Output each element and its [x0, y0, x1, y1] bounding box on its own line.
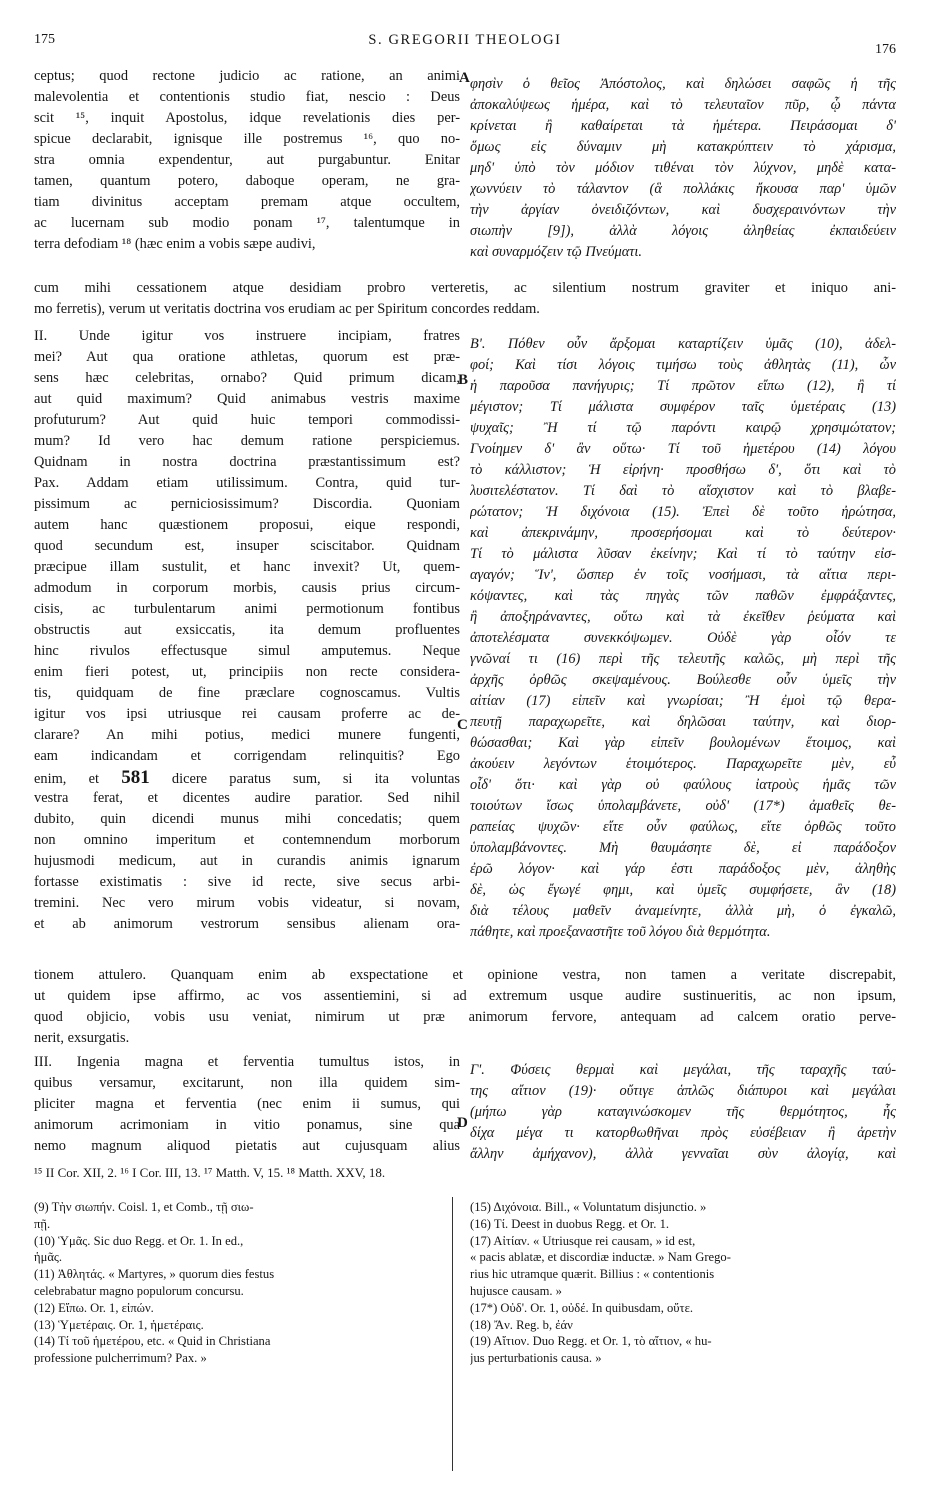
- greek-column-middle: [470, 334, 896, 943]
- margin-letter-b: B: [458, 372, 469, 388]
- running-title: S. GREGORII THEOLOGI: [368, 32, 562, 48]
- text-line: τὴν ἀργίαν ὀνειδιζόντων, καὶ δυσχεραινόντων τὴν: [470, 202, 896, 218]
- text-line: cum mihi cessationem atque desidiam probro verteretis, ac silentium nostrum graviter et iniquo ani-: [34, 280, 896, 296]
- full-width-paragraph-2: [34, 965, 896, 1049]
- text-line: non omnino imperitum et contemnendum morborum: [34, 832, 460, 848]
- text-line: terra defodiam ¹⁸ (hæc enim a vobis sæpe audivi,: [34, 236, 316, 252]
- scripture-references: ¹⁵ II Cor. XII, 2. ¹⁶ I Cor. III, 13. ¹⁷ Matth. V, 15. ¹⁸ Matth. XXV, 18.: [34, 1165, 386, 1180]
- text-line: igitur vos ipsi utriusque rei causam proferre ac de-: [34, 706, 460, 722]
- text-line: rius hic utramque quærit. Billius : « contentionis: [470, 1267, 715, 1282]
- text-line: (16) Τί. Deest in duobus Regg. et Or. 1.: [470, 1216, 670, 1231]
- text-line: spicue declarabit, ignisque ille postremus ¹⁶, quo no-: [34, 131, 460, 147]
- text-line: celebrabatur magno populorum concursu.: [34, 1283, 244, 1298]
- text-line: πάθητε, καὶ προεξαναστῆτε τοῦ λόγου διὰ θερμότητα.: [470, 924, 771, 940]
- text-line: hujusce causam. »: [470, 1283, 562, 1298]
- text-line: quod objicio, vobis usu veniat, nimirum ut præ animorum fervore, antequam ad calcem oratio perve-: [34, 1009, 896, 1025]
- text-line: animorum acrimoniam in vitio ponamus, sine qua: [34, 1117, 460, 1133]
- text-line: δίχα μέγα τι κατορθωθῆναι πρὸς εὐσέβειαν ἢ ἀρετὴν: [470, 1125, 896, 1141]
- text-line: obstructis aut exsiccatis, ita demum profluentes: [34, 622, 460, 638]
- text-line: Β'. Πόθεν οὖν ἄρξομαι καταρτίζειν ὑμᾶς (10), ἀδελ-: [470, 336, 896, 352]
- text-line: malevolentia et contentionis studio fiat, nescio : Deus: [34, 89, 460, 105]
- text-line: (10) Ὑμᾶς. Sic duo Regg. et Or. 1. In ed.,: [34, 1233, 244, 1248]
- text-line: ἡ παροῦσα πανήγυρις; Τί πρῶτον εἴπω (12), ἢ τί: [470, 378, 896, 394]
- page-number-left: 175: [34, 32, 55, 47]
- text-line: mum? Id vero hac demum ratione perspiciemus.: [34, 433, 460, 449]
- text-line: « pacis ablatæ, et discordiæ inductæ. » Nam Grego-: [470, 1250, 731, 1265]
- text-line: quibus versamur, excitarunt, non illa quidem sim-: [34, 1075, 460, 1091]
- text-line: tremini. Nec vero mirum vobis videatur, si novam,: [34, 895, 460, 911]
- text-line: et ab animorum vestrorum sensibus alienam ora-: [34, 916, 460, 932]
- text-line: tionem attulero. Quanquam enim ab exspectatione et opinione vestra, non tamen a veritate discrepabit,: [34, 967, 896, 983]
- text-line: (12) Εἴπω. Or. 1, εἰπών.: [34, 1300, 154, 1315]
- text-line: mei? Aut qua oratione athletas, quorum est præ-: [34, 349, 460, 365]
- text-line: dubito, quin dicendi munus mihi concedatis; quem: [34, 811, 460, 827]
- text-line: cisis, ac turbulentarum animi permotionum fontibus: [34, 601, 460, 617]
- latin-column-bottom: [34, 1052, 460, 1157]
- text-line: (13) Ὑμετέραις. Or. 1, ἡμετέραις.: [34, 1317, 204, 1332]
- latin-middle-lines: [34, 326, 460, 767]
- text-line: τὸ κάλλιστον; Ἡ εἰρήνη· προσθήσω δ', ὅτι καὶ τὸ: [470, 462, 896, 478]
- text-line: (11) Ἀθλητάς. « Martyres, » quorum dies festus: [34, 1267, 275, 1282]
- text-line: ἢ ἀποξηράναντες, οὕτω καὶ τὰ ἐκεῖθεν ῥεύματα καὶ: [470, 609, 896, 625]
- text-line: pliciter magna et ferventia (nec enim ii sumus, qui: [34, 1096, 460, 1112]
- text-line: (14) Τί τοῦ ἡμετέρου, etc. « Quid in Christiana: [34, 1334, 271, 1349]
- column-number: 581: [121, 767, 150, 788]
- margin-letter-a: A: [459, 70, 470, 86]
- greek-column-bottom: [470, 1060, 896, 1165]
- text-line: tamen, quantum potero, daboque operam, ne gra-: [34, 173, 460, 189]
- text-line: scit ¹⁵, inquit Apostolus, idque revelationis dies per-: [34, 110, 460, 126]
- text-line: ἄλλην ἀμήχανον), ἀλλὰ γενναῖαι σὺν ἀλογίᾳ, καὶ: [470, 1146, 896, 1162]
- text-line: φησὶν ὁ θεῖος Ἀπόστολος, καὶ δηλώσει σαφῶς ἡ τῆς: [470, 76, 896, 92]
- text-line: eam indicandam et corrigendam relinquitis? Ego: [34, 748, 460, 764]
- text-line: clarare? An mihi potius, medici munere fungenti,: [34, 727, 460, 743]
- text-line: πευτῇ παραχωρεῖτε, καὶ δηλῶσαι ταύτην, καὶ διορ-: [470, 714, 896, 730]
- page-number-right: 176: [875, 42, 896, 57]
- footnote-column-divider: [452, 1197, 453, 1471]
- text-line: Pax. Addam etiam utilissimum. Contra, quid tur-: [34, 475, 460, 491]
- text-line: μηδ' ὑπὸ τὸν μόδιον τιθέναι τὸν λύχνον, μηδὲ κατα-: [470, 160, 896, 176]
- greek-column-top: [470, 74, 896, 263]
- text-line: ἀκούειν λεγόντων ἑτοιμότερος. Παραχωρεῖτε μὲν, εὖ: [470, 756, 896, 772]
- text-line: nerit, exsurgatis.: [34, 1030, 130, 1046]
- text-line: αγαγόν; Ἵν', ὥσπερ ἐν τοῖς νοσήμασι, τὰ αἴτια περι-: [470, 567, 896, 583]
- text-line: (15) Διχόνοια. Bill., « Voluntatum disjunctio. »: [470, 1200, 707, 1214]
- text-line: ut quidem ipse affirmo, ac vos assentiemini, si ad extremum usque audire sustinueritis, ac non ipsum,: [34, 988, 896, 1004]
- text-line: (9) Τὴν σιωπήν. Coisl. 1, et Comb., τῇ σιω-: [34, 1200, 254, 1214]
- text-line: III. Ingenia magna et ferventia tumultus istos, in: [34, 1054, 460, 1070]
- text-line: tiam divinitus acceptam premam atque occultem,: [34, 194, 460, 210]
- text-line: ψυχαῖς; Ἢ τί τῷ παρόντι καιρῷ χρησιμώτατον;: [470, 420, 896, 436]
- text-line: profuturum? Aut quid huic tempori commodissi-: [34, 412, 460, 428]
- margin-letter-c: C: [457, 717, 468, 733]
- text-line: vestra ferat, et dicentes audire paratior. Sed nihil: [34, 790, 460, 806]
- text-line: pissimum ac perniciosissimum? Discordia. Quoniam: [34, 496, 460, 512]
- text-line: ac lucernam sub modio ponam ¹⁷, talentumque in: [34, 215, 460, 231]
- text-line: ἡμᾶς.: [34, 1250, 63, 1265]
- text-line: ἐρῶ λόγον· καὶ γάρ ἐστι παράδοξος μὲν, ἀληθὴς: [470, 861, 896, 877]
- text-line: (μήπω γὰρ καταγινώσκομεν τῆς θερμότητος, ἧς: [470, 1104, 896, 1120]
- text-line: ἀποτελέσματα συνεκκόψωμεν. Οὐδὲ γὰρ οἷόν τε: [470, 630, 896, 646]
- text-line: ρώτατον; Ἡ διχόνοια (15). Ἐπεὶ δὲ τοῦτο ἠρώτησα,: [470, 504, 896, 520]
- text-line: II. Unde igitur vos instruere incipiam, fratres: [34, 328, 460, 344]
- text-line: stra omnia expendentur, aut purgabuntur. Enitar: [34, 152, 460, 168]
- text-line: πῇ.: [34, 1216, 51, 1231]
- text-line: τοιούτων ἴσως ὑπολαμβάνετε, οὐδ' (17*) ἀμαθεῖς θε-: [470, 798, 896, 814]
- text-line: (17*) Οὐδ'. Or. 1, οὐδέ. In quibusdam, οὔτε.: [470, 1300, 694, 1315]
- text-line: ceptus; quod rectone judicio ac ratione, an animi: [34, 68, 460, 84]
- text-line: autem hanc quæstionem proposui, eique respondi,: [34, 517, 460, 533]
- text-line: θώσασθαι; Καὶ γὰρ εἰπεῖν βουλομένων ἕτοιμος, καὶ: [470, 735, 896, 751]
- text-line: ἀρχῆς ὀρθῶς σκεψαμένους. Βούλεσθε οὖν ὑμεῖς τὴν: [470, 672, 896, 688]
- text-line: aut quid maximum? Quid animabus vestris maxime: [34, 391, 460, 407]
- full-width-paragraph-1: [34, 278, 896, 320]
- text-line: mo ferretis), verum ut veritatis doctrina vos erudiam ac per Spiritum concordes reddam.: [34, 301, 540, 317]
- text-line: διὰ τέλους μαθεῖν ἀναμείνητε, ἀλλὰ μὴ, ὁ ἐγκαλῶ,: [470, 903, 896, 919]
- text-line: præcipue illam sustulit, et hanc invexit? Ut, quem-: [34, 559, 460, 575]
- text-line: tis, quidquam de fine præclare cognoscamus. Vultis: [34, 685, 460, 701]
- text-line: σιωπὴν [9]), ἀλλὰ λόγοις ἀληθείας ἐκπαιδεύειν: [470, 223, 896, 239]
- variant-notes-left: [34, 1199, 444, 1367]
- text-line: ὑπολαμβάνοντες. Μὴ θαυμάσητε δὲ, εἰ παράδοξον: [470, 840, 896, 856]
- text-line: Γ'. Φύσεις θερμαὶ καὶ μεγάλαι, τῆς ταραχῆς ταύ-: [470, 1062, 896, 1078]
- text-line: κόψαντες, καὶ τὰς πηγὰς τῶν παθῶν ἐμφράξαντες,: [470, 588, 896, 604]
- margin-letter-d: D: [457, 1115, 468, 1131]
- text-line: Quidnam in nostra doctrina præstantissimum est?: [34, 454, 460, 470]
- latin-line-with-column-number: enim, et 581 dicere paratus sum, si ita voluntas: [34, 767, 460, 788]
- text-line: enim fieri potest, ut, principiis non recte considera-: [34, 664, 460, 680]
- text-line: (17) Αἰτίαν. « Utriusque rei causam, » id est,: [470, 1233, 696, 1248]
- text-line: admodum in corporum morbis, causis prius circum-: [34, 580, 460, 596]
- text-line: κρίνεται ἢ καθαίρεται τὰ ἡμέτερα. Πειράσομαι δ': [470, 118, 896, 134]
- latin-column-top: [34, 66, 460, 255]
- text-line: αἰτίαν (17) εἰπεῖν καὶ γνωρίσαι; Ἢ ἐμοὶ τῷ θερα-: [470, 693, 896, 709]
- text-line: ραπείας ψυχῶν· εἴτε οὖν φαύλως, εἴτε ὀρθῶς τοῦτο: [470, 819, 896, 835]
- text-line: χωννύειν τὸ τάλαντον (ἃ πολλάκις ἤκουσα παρ' ὑμῶν: [470, 181, 896, 197]
- text-line: (18) Ἄν. Reg. b, ἐάν: [470, 1317, 573, 1332]
- text-line: μέγιστον; Τί μάλιστα συμφέρον ταῖς ὑμετέραις (13): [470, 399, 896, 415]
- text-line: fortasse existimatis : sive id recte, sive secus arbi-: [34, 874, 460, 890]
- text-line: ὅμως εἰς δύναμιν μὴ κατακρύπτειν τὸ χάρισμα,: [470, 139, 896, 155]
- latin-middle-lines-2: [34, 788, 460, 935]
- text-line: γνῶναί τι (16) περὶ τῆς τελευτῆς καλῶς, μὴ περὶ τῆς: [470, 651, 896, 667]
- text-line: λυσιτελέστατον. Τί δαὶ τὸ αἴσχιστον καὶ τὸ βλαβε-: [470, 483, 896, 499]
- text-line: nemo magnum aliquod pietatis aut cujusquam alius: [34, 1138, 460, 1154]
- text-line: Γνοίημεν δ' ἂν οὕτω· Τί τοῦ ἡμετέρου (14) λόγου: [470, 441, 896, 457]
- text-line: jus perturbationis causa. »: [470, 1351, 602, 1366]
- text-line: hinc rivulos effectusque simul amputemus. Neque: [34, 643, 460, 659]
- text-line: καὶ ἀπεκρινάμην, προσερήσομαι καὶ τὸ δεύτερον·: [470, 525, 896, 541]
- text-line: δὲ, ὡς ἔγωγέ φημι, καὶ ὑμεῖς συμφήσετε, ἂν (18): [470, 882, 896, 898]
- text-line: φοί; Καὶ τίσι λόγοις τιμήσω τοὺς ἀθλητὰς (11), ὧν: [470, 357, 896, 373]
- text-line: hujusmodi medicum, aut in curandis animis ignarum: [34, 853, 460, 869]
- text-line: professione pulcherrimum? Pax. »: [34, 1351, 207, 1366]
- text-line: sens hæc celebritas, ornabo? Quid primum dicam,: [34, 370, 460, 386]
- text-line: (19) Αἴτιον. Duo Regg. et Or. 1, τὸ αἴτιον, « hu-: [470, 1334, 712, 1349]
- running-header: [34, 32, 896, 58]
- variant-notes-right: [470, 1199, 896, 1367]
- text-line: ἀποκαλύψεως ἡμέρα, καὶ τὸ τελευταῖον πῦρ, ᾧ πάντα: [470, 97, 896, 113]
- latin-column-middle: [34, 326, 460, 935]
- text-line: της αἴτιον (19)· οὔτιγε ἁπλῶς διάπυροι καὶ μεγάλαι: [470, 1083, 896, 1099]
- text-line: Τί τὸ μάλιστα λῦσαν ἐκείνην; Καὶ τί τὸ ταύτην εἰσ-: [470, 546, 896, 562]
- text-line: quod secundum est, insuper sciscitabor. Quidnam: [34, 538, 460, 554]
- text-line: οἶδ' ὅτι· καὶ γὰρ οὐ φαύλους ἰατροὺς ἡμᾶς τῶν: [470, 777, 896, 793]
- text-line: καὶ συναρμόζειν τῷ Πνεύματι.: [470, 244, 642, 260]
